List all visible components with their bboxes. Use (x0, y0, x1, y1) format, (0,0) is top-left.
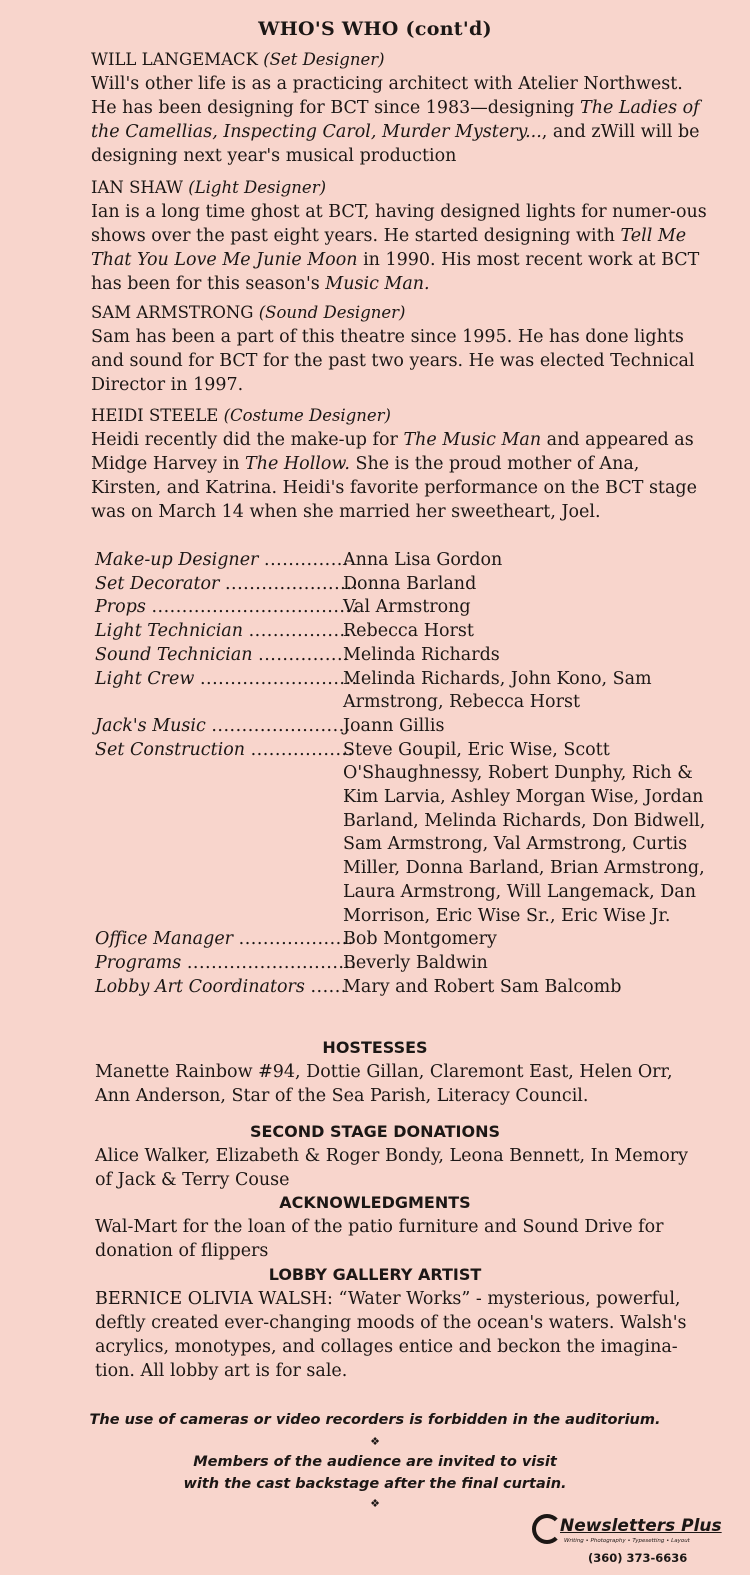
credit-role (95, 668, 358, 715)
credit-leader: ...................... (224, 573, 359, 594)
bio-text-part: and appeared as Midge Harvey in (91, 430, 694, 474)
credit-leader: .................................. (151, 597, 358, 618)
credits-list (95, 549, 715, 999)
hostesses-heading: HOSTESSES (322, 1038, 428, 1057)
credit-role-label: Lobby Art Coordinators (95, 976, 305, 997)
credit-row (95, 739, 715, 929)
credit-role-label: Light Technician (95, 621, 243, 642)
bio-heading (91, 48, 711, 72)
credit-role (95, 620, 352, 644)
credit-role-label: Office Manager (95, 929, 234, 950)
bio-text-italic: Music Man. (325, 274, 430, 294)
bio-text-part: Will's other life is as a practicing architect with Atelier Northwest. He has been designing for BCT since 1983—designing (91, 74, 683, 118)
credit-name: Melinda Richards (343, 644, 500, 665)
credit-role (95, 596, 358, 620)
bio-name: WILL LANGEMACK (91, 50, 258, 69)
credit-row (95, 928, 715, 952)
bio-name: HEIDI STEELE (91, 406, 219, 425)
bio-text-part: in 1990. His most recent work at BCT has been for this season's (91, 250, 700, 294)
credit-row (95, 668, 715, 715)
bio-text-part: Ian is a long time ghost at BCT, having designed lights for numer-ous shows over the past eight years. He started designing with (91, 202, 707, 246)
credit-row (95, 596, 715, 620)
newsletters-plus-logo (532, 1512, 722, 1572)
credit-row (95, 549, 715, 573)
credit-name: Melinda Richards, John Kono, Sam Armstrong, Rebecca Horst (343, 668, 652, 713)
credit-role (95, 644, 350, 668)
credit-leader: ....................... (211, 715, 351, 736)
ornament-diamond: ❖ (370, 1435, 380, 1448)
second-stage-text: Alice Walker, Elizabeth & Roger Bondy, Leona Bennett, In Memory of Jack & Terry Couse (95, 1146, 689, 1190)
bio-text (91, 72, 711, 168)
credit-row (95, 620, 715, 644)
page-title: WHO'S WHO (cont'd) (258, 18, 492, 40)
credit-role-label: Props (95, 597, 146, 618)
camera-notice: The use of cameras or video recorders is forbidden in the auditorium. (89, 1412, 661, 1428)
credit-name: Rebecca Horst (343, 621, 474, 642)
credit-leader: ................. (250, 739, 354, 760)
bio-text-part: , and zWill will be designing next year's musical production (91, 122, 700, 166)
credit-leader: ................... (238, 929, 354, 950)
credit-role (95, 928, 354, 952)
credit-role-label: Set Decorator (95, 573, 220, 594)
bio-ian-shaw (91, 176, 711, 296)
credit-role (95, 739, 354, 929)
bio-heading (91, 301, 711, 325)
credit-name: Beverly Baldwin (343, 952, 488, 973)
backstage-notice-line-1: Members of the audience are invited to visit (193, 1454, 557, 1470)
logo-phone: (360) 373-6636 (588, 1551, 688, 1565)
logo-tagline: Writing • Photography • Typesetting • Layout (564, 1538, 690, 1544)
credit-leader: ............... (258, 644, 350, 665)
acknowledgments-text: Wal-Mart for the loan of the patio furniture and Sound Drive for donation of flippers (95, 1217, 664, 1261)
credit-role (95, 573, 359, 597)
lobby-artist-text: BERNICE OLIVIA WALSH: “Water Works” - mysterious, powerful, deftly created ever-changing moods of the ocean's waters. Walsh's acrylics, monotypes, and collages entice and beckon the imagina-tion. All lobby art is for sale. (95, 1289, 687, 1381)
bio-text-italic: The Hollow. (245, 454, 350, 474)
credit-leader: ................. (248, 621, 352, 642)
credit-role-label: Jack's Music (95, 715, 206, 736)
credit-role (95, 976, 347, 1000)
credit-row (95, 976, 715, 1000)
bio-heidi-steele (91, 404, 711, 524)
bio-will-langemack (91, 48, 711, 168)
logo-brand: Newsletters Plus (560, 1516, 722, 1536)
bio-sam-armstrong (91, 301, 711, 397)
credit-name: Joann Gillis (343, 715, 445, 736)
bio-role: (Sound Designer) (258, 303, 406, 322)
ornament-diamond: ❖ (370, 1497, 380, 1510)
bio-role: (Light Designer) (188, 178, 327, 197)
bio-text (91, 200, 711, 296)
credit-role-label: Programs (95, 952, 182, 973)
credit-role-label: Light Crew (95, 668, 195, 689)
bio-name: SAM ARMSTRONG (91, 303, 254, 322)
credit-role-label: Make-up Designer (95, 550, 259, 570)
logo-mark-icon (532, 1514, 562, 1544)
credit-name: Bob Montgomery (343, 929, 497, 950)
credit-leader: .......................... (199, 668, 358, 689)
credit-role (95, 549, 349, 573)
bio-text-italic: The Ladies of the Camellias, Inspecting Carol, Murder Mystery... (91, 98, 700, 142)
credit-role (95, 952, 357, 976)
backstage-notice-line-2: with the cast backstage after the final curtain. (183, 1476, 567, 1492)
credit-role-label: Sound Technician (95, 644, 253, 665)
credit-row (95, 573, 715, 597)
credit-row (95, 715, 715, 739)
credit-row (95, 644, 715, 668)
credit-name: Val Armstrong (343, 597, 471, 618)
hostesses-text: Manette Rainbow #94, Dottie Gillan, Claremont East, Helen Orr, Ann Anderson, Star of the Sea Parish, Literacy Council. (95, 1062, 673, 1106)
credit-role-label: Set Construction (95, 739, 246, 760)
credit-leader: .............. (264, 550, 349, 570)
acknowledgments-heading: ACKNOWLEDGMENTS (279, 1193, 471, 1212)
bio-role: (Costume Designer) (223, 406, 391, 425)
credit-leader: ...... (310, 976, 347, 997)
bio-text-part: She is the proud mother of Ana, Kirsten, and Katrina. Heidi's favorite performance on the BCT stage was on March 14 when she married her sweetheart, Joel. (91, 454, 697, 522)
bio-text-italic: The Music Man (403, 430, 542, 450)
bio-text-italic: Tell Me That You Love Me Junie Moon (91, 226, 687, 270)
credit-name: Donna Barland (343, 573, 477, 594)
bio-text-part: Heidi recently did the make-up for (91, 430, 404, 450)
bio-name: IAN SHAW (91, 178, 184, 197)
bio-text (91, 325, 711, 397)
bio-role: (Set Designer) (263, 50, 385, 69)
lobby-artist-heading: LOBBY GALLERY ARTIST (268, 1265, 482, 1284)
credit-role (95, 715, 351, 739)
bio-heading (91, 176, 711, 200)
credit-name: Mary and Robert Sam Balcomb (343, 976, 622, 997)
credit-name: Anna Lisa Gordon (343, 550, 503, 570)
credit-leader: ............................ (186, 952, 357, 973)
credit-row (95, 952, 715, 976)
second-stage-heading: SECOND STAGE DONATIONS (249, 1122, 501, 1141)
bio-heading (91, 404, 711, 428)
bio-text-part: Sam has been a part of this theatre since 1995. He has done lights and sound for BCT for the past two years. He was elected Technical Director in 1997. (91, 327, 695, 395)
credit-name: Steve Goupil, Eric Wise, Scott O'Shaughnessy, Robert Dunphy, Rich & Kim Larvia, Ashley Morgan Wise, Jordan Barland, Melinda Richards, Don Bidwell, Sam Armstrong, Val Armstrong, Curtis Miller, Donna Barland, Brian Armstrong, Laura Armstrong, Will Langemack, Dan Morrison, Eric Wise Sr., Eric Wise Jr. (343, 739, 706, 926)
bio-text (91, 428, 711, 524)
